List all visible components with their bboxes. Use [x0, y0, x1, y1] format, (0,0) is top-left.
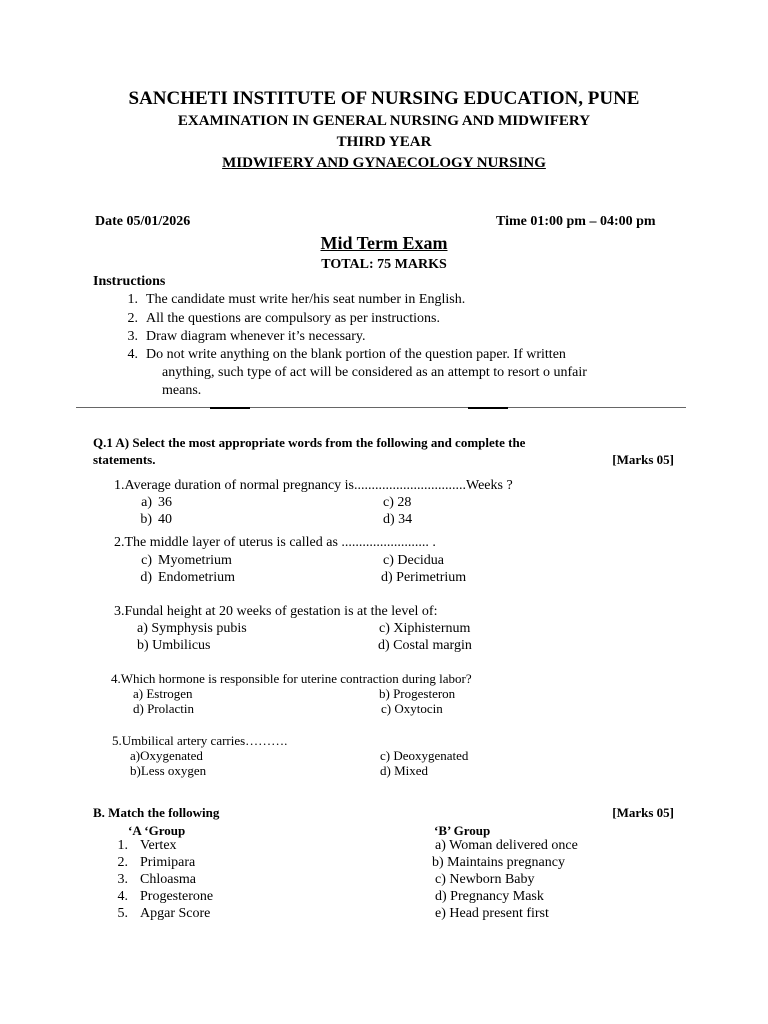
question-option: b) Progesteron — [379, 686, 456, 701]
question-option: d) Prolactin — [133, 701, 195, 716]
question-option: d) Mixed — [380, 763, 429, 778]
question-option: c) Decidua — [383, 553, 445, 568]
match-b-item: c) Newborn Baby — [435, 872, 535, 887]
question-option: d) 34 — [383, 512, 413, 527]
question-option: a) Estrogen — [133, 686, 193, 701]
total-marks: TOTAL: 75 MARKS — [321, 257, 447, 272]
question-option: c) Oxytocin — [381, 701, 443, 716]
question-option: a) Symphysis pubis — [137, 621, 247, 636]
question-option: d) Costal margin — [378, 638, 472, 653]
instruction-item: 2. All the questions are compulsory as per instructions. — [127, 311, 440, 326]
question-option: c) Xiphisternum — [379, 621, 471, 636]
match-b-item: e) Head present first — [435, 906, 549, 921]
q1b-heading: B. Match the following — [93, 805, 220, 820]
section-divider-accent — [468, 407, 508, 409]
exam-time: Time 01:00 pm – 04:00 pm — [496, 214, 656, 229]
exam-date: Date 05/01/2026 — [95, 214, 191, 229]
match-b-item: b) Maintains pregnancy — [432, 855, 565, 870]
question-option: c) 28 — [383, 495, 412, 510]
question-option: a)Oxygenated — [130, 748, 203, 763]
question-text: 1.Average duration of normal pregnancy is................................Weeks ? — [114, 478, 513, 493]
question-text: 5.Umbilical artery carries………. — [112, 733, 288, 748]
question-option: d) Perimetrium — [381, 570, 467, 585]
question-option: a) 36 — [141, 495, 172, 510]
q1b-marks: [Marks 05] — [612, 805, 674, 820]
match-a-item: 3. Chloasma — [117, 872, 196, 887]
q1-marks: [Marks 05] — [612, 452, 674, 467]
question-option: d) Endometrium — [140, 570, 235, 585]
match-a-item: 5. Apgar Score — [117, 906, 211, 921]
subject-title: MIDWIFERY AND GYNAECOLOGY NURSING — [222, 155, 546, 171]
exam-year: THIRD YEAR — [336, 134, 432, 150]
q1-heading-cont: statements. — [93, 452, 156, 467]
match-b-item: d) Pregnancy Mask — [435, 889, 544, 904]
question-text: 3.Fundal height at 20 weeks of gestation is at the level of: — [114, 604, 438, 619]
question-text: 4.Which hormone is responsible for uterine contraction during labor? — [111, 671, 472, 686]
group-a-heading: ‘A ‘Group — [128, 823, 186, 838]
match-a-item: 4. Progesterone — [117, 889, 214, 904]
question-option: b)Less oxygen — [130, 763, 207, 778]
question-option: b) 40 — [140, 512, 172, 527]
group-b-heading: ‘B’ Group — [434, 823, 491, 838]
institute-name: SANCHETI INSTITUTE OF NURSING EDUCATION, PUNE — [128, 88, 640, 109]
instruction-item: 3. Draw diagram whenever it’s necessary. — [127, 329, 366, 344]
match-b-item: a) Woman delivered once — [435, 838, 578, 853]
instructions-heading: Instructions — [93, 274, 166, 289]
question-text: 2.The middle layer of uterus is called as ......................... . — [114, 535, 436, 550]
match-a-item: 2. Primipara — [117, 855, 196, 870]
instruction-item: 4. Do not write anything on the blank portion of the question paper. If written — [127, 347, 566, 362]
instruction-item-continued: means. — [162, 383, 202, 398]
instruction-item-continued: anything, such type of act will be considered as an attempt to resort o unfair — [162, 365, 587, 380]
exam-name: EXAMINATION IN GENERAL NURSING AND MIDWIFERY — [177, 113, 591, 129]
question-option: c) Myometrium — [141, 553, 232, 568]
q1-heading: Q.1 A) Select the most appropriate words from the following and complete the — [93, 435, 526, 450]
exam-title: Mid Term Exam — [320, 233, 448, 253]
question-option: b) Umbilicus — [137, 638, 211, 653]
instruction-item: 1. The candidate must write her/his seat number in English. — [127, 292, 466, 307]
section-divider — [76, 407, 686, 408]
match-a-item: 1. Vertex — [117, 838, 177, 853]
question-option: c) Deoxygenated — [380, 748, 469, 763]
section-divider-accent — [210, 407, 250, 409]
